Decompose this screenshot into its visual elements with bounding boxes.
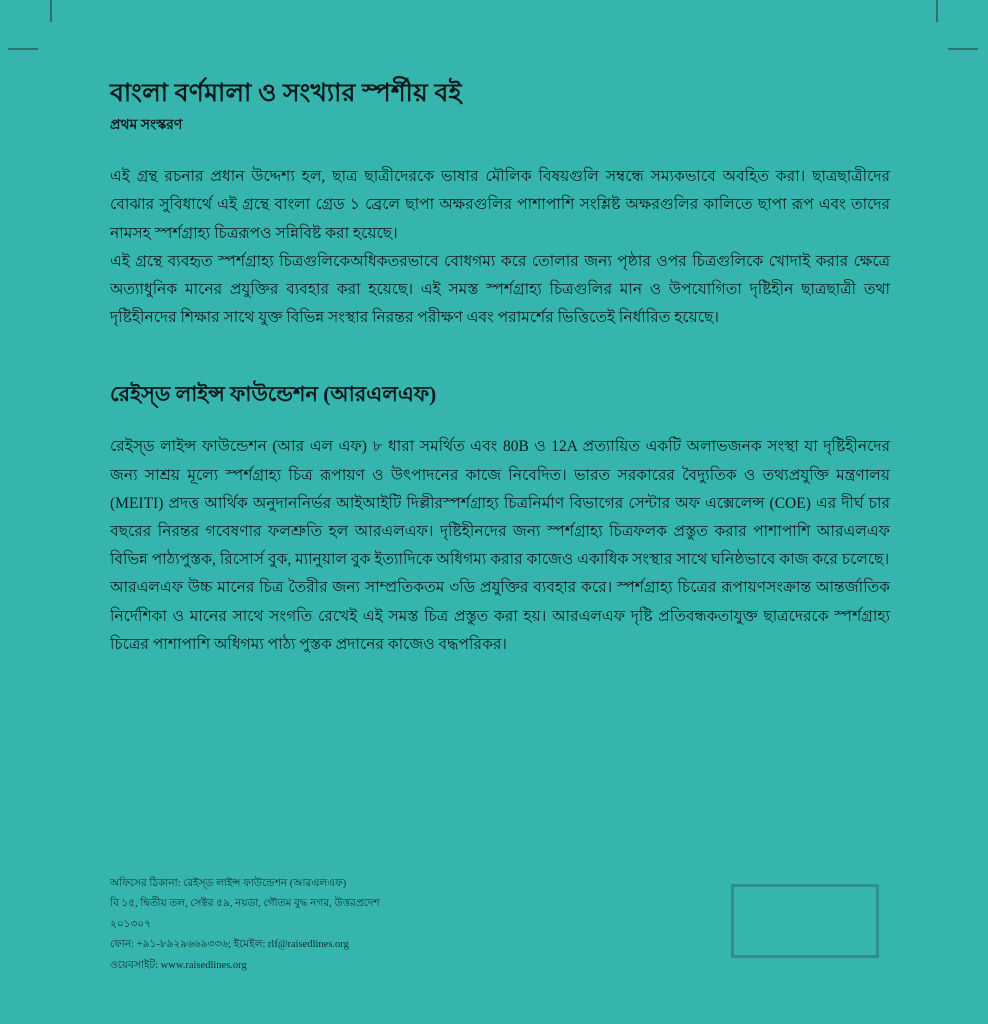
footer-address-line-2: বি ১৫, দ্বিতীয় তল, সেক্টর ৫৯, নয়ডা, গৌতম বুদ্ধ নগর, উত্তরপ্রদেশ xyxy=(110,898,380,910)
crop-mark-top-right-vertical xyxy=(936,0,938,22)
organisation-paragraph-1: রেইস্ড লাইন্স ফাউন্ডেশন (আর এল এফ) ৮ ধারা সমর্থিত এবং 80B ও 12A প্রত্যায়িত একটি অলাভজনক সংস্থা যা দৃষ্টিহীনদের জন্য সাশ্রয় মূল্যে স্পর্শগ্রাহ্য চিত্র রূপায়ণ ও উৎপাদনের কাজে নিবেদিত। ভারত সরকারের বৈদ্যুতিক ও তথ্যপ্রযুক্তি মন্ত্রণালয় (MEITI) প্রদত্ত আর্থিক অনুদাননির্ভর আইআইটি দিল্লীরস্পর্শগ্রাহ্য চিত্রনির্মাণ বিভাগের সেন্টার অফ এক্সেলেন্স (COE) এর দীর্ঘ চার বছরের নিরন্তর গবেষণার ফলশ্রুতি হল আরএলএফ। দৃষ্টিহীনদের জন্য স্পর্শগ্রাহ্য চিত্রফলক প্রস্তুত করার পাশাপাশি আরএলএফ বিভিন্ন পাঠ্যপুস্তক, রিসোর্স বুক, ম্যানুয়াল বুক ইত্যাদিকে অধিগম্য করার কাজেও একাধিক সংস্থার সাথে ঘনিষ্ঠভাবে কাজ করে চলেছে। xyxy=(110,438,890,569)
content-column xyxy=(110,78,890,659)
footer-address-line-1: অফিসের ঠিকানা: রেইস্ড লাইন্স ফাউন্ডেশন (আরএলএফ) xyxy=(110,878,347,889)
crop-mark-top-left-horizontal xyxy=(8,48,38,50)
footer-website-line: ওয়েবসাইট: www.raisedlines.org xyxy=(110,959,247,971)
intro-paragraph-1: এই গ্রন্থ রচনার প্রধান উদ্দেশ্য হল, ছাত্র ছাত্রীদেরকে ভাষার মৌলিক বিষয়গুলি সম্বন্ধে সম্যকভাবে অবহিত করা। ছাত্রছাত্রীদের বোঝার সুবিধার্থে এই গ্রন্থে বাংলা গ্রেড ১ ব্রেলে ছাপা অক্ষরগুলির পাশাপাশি সংশ্লিষ্ট অক্ষরগুলির কালিতে ছাপা রূপ এবং তাদের নামসহ স্পর্শগ্রাহ্য চিত্ররূপও সন্নিবিষ্ট করা হয়েছে। xyxy=(110,168,890,242)
logo-placeholder-box xyxy=(731,884,879,958)
intro-paragraph-2: এই গ্রন্থে ব্যবহৃত স্পর্শগ্রাহ্য চিত্রগুলিকেঅধিকতরভাবে বোধগম্য করে তোলার জন্য পৃষ্ঠার ওপর চিত্রগুলিকে খোদাই করার ক্ষেত্রে অত্যাধুনিক মানের প্রযুক্তির ব্যবহার করা হয়েছে। এই সমস্ত স্পর্শগ্রাহ্য চিত্রগুলির মান ও উপযোগিতা দৃষ্টিহীন ছাত্রছাত্রী তথা দৃষ্টিহীনদের শিক্ষার সাথে যুক্ত বিভিন্ন সংস্থার নিরন্তর পরীক্ষণ এবং পরামর্শের ভিত্তিতেই নির্ধারিত হয়েছে। xyxy=(110,252,890,327)
footer-address-block xyxy=(110,874,630,976)
edition-label: প্রথম সংস্করণ xyxy=(110,118,183,134)
footer-contact-line: ফোন: +৯১-৮৯২৯৬৬৯৩৩৬; ইমেইল: rlf@raisedlines.org xyxy=(110,939,349,951)
footer-pincode: ২০১৩০৭ xyxy=(110,918,151,930)
page-title: বাংলা বর্ণমালা ও সংখ্যার স্পর্শীয় বই xyxy=(110,80,462,107)
crop-mark-top-right-horizontal xyxy=(948,48,978,50)
crop-mark-top-left-vertical xyxy=(50,0,52,22)
organisation-paragraph-2: আরএলএফ উচ্চ মানের চিত্র তৈরীর জন্য সাম্প্রতিকতম ৩ডি প্রযুক্তির ব্যবহার করে। স্পর্শগ্রাহ্য চিত্রের রূপায়ণসংক্রান্ত আন্তর্জাতিক নির্দেশিকা ও মানের সাথে সংগতি রেখেই এই সমস্ত চিত্র প্রস্তুত করা হয়। আরএলএফ দৃষ্টি প্রতিবন্ধকতাযুক্ত ছাত্রদেরকে স্পর্শগ্রাহ্য চিত্রের পাশাপাশি অধিগম্য পাঠ্য পুস্তক প্রদানের কাজেও বদ্ধপরিকর। xyxy=(110,579,890,653)
section-heading-organisation: রেইস্ড লাইন্স ফাউন্ডেশন (আরএলএফ) xyxy=(110,382,437,407)
